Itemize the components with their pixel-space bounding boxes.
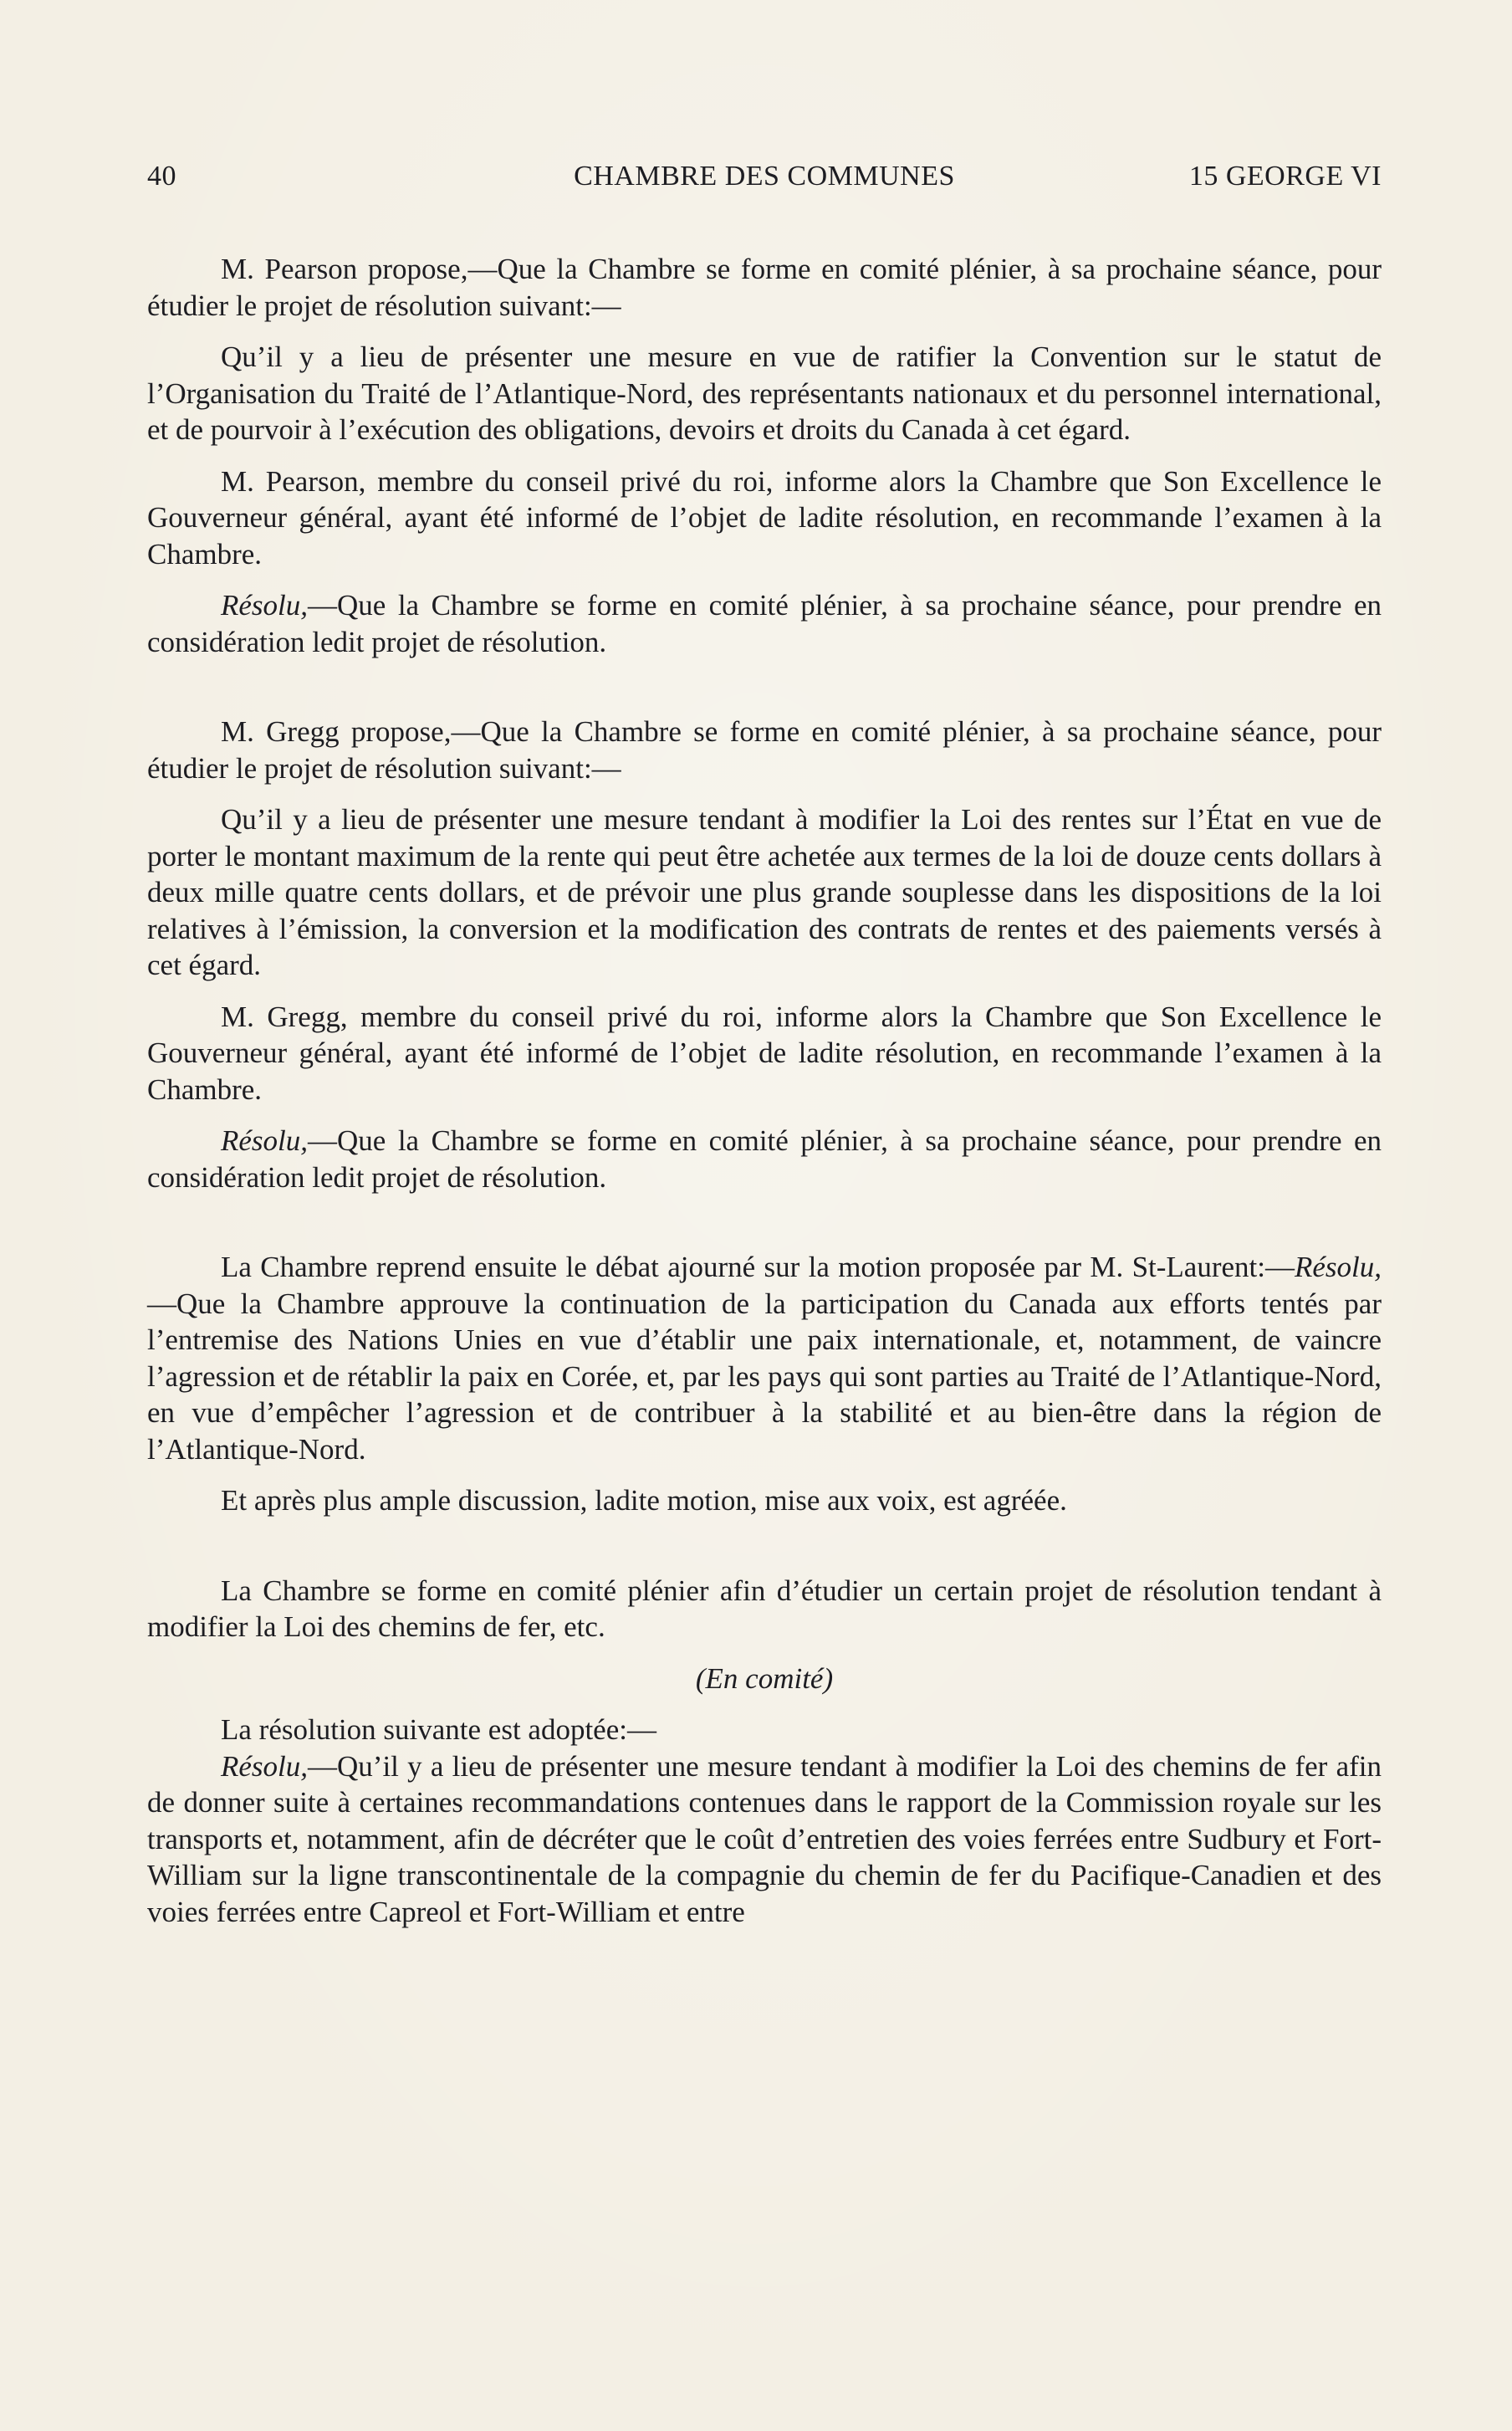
paragraph-text: La Chambre reprend ensuite le débat ajourné sur la motion proposée par M. St-Laurent:—: [221, 1251, 1295, 1283]
paragraph-text: La Chambre se forme en comité plénier afin d’étudier un certain projet de résolution tendant à modifier la Loi des chemins de fer, etc.: [147, 1574, 1382, 1643]
paragraph-resolu-2: [147, 1123, 1382, 1195]
paragraph-pearson-motion: [147, 251, 1382, 324]
resolu-label: Résolu,: [221, 1124, 309, 1157]
paragraph-text: —Que la Chambre se forme en comité plénier, à sa prochaine séance, pour prendre en considération ledit projet de résolution.: [147, 589, 1382, 658]
in-committee-heading: (En comité): [695, 1661, 834, 1695]
running-head: [147, 161, 1382, 202]
page-header-reign: 15 GEORGE VI: [1188, 161, 1382, 192]
paragraph-text: —Qu’il y a lieu de présenter une mesure tendant à modifier la Loi des chemins de fer afin de donner suite à certaines recommandations contenues dans le rapport de la Commission royale sur les transports et, notamment, afin de décréter que le coût d’entretien des voies ferrées entre Sudbury et Fort-William sur la ligne transcontinentale de la compagnie du chemin de fer du Pacifique-Canadien et des voies ferrées entre Capreol et Fort-William et entre: [147, 1749, 1382, 1928]
paragraph-text: Qu’il y a lieu de présenter une mesure en vue de ratifier la Convention sur le statut de l’Organisation du Traité de l’Atlantique-Nord, des représentants nationaux et du personnel international, et de pourvoir à l’exécution des obligations, devoirs et droits du Canada à cet égard.: [147, 340, 1382, 446]
paragraph-gregg-recommendation: [147, 999, 1382, 1108]
resolu-label: Résolu,: [221, 1749, 309, 1783]
paragraph-debate-st-laurent: [147, 1249, 1382, 1467]
paragraph-text: —Que la Chambre se forme en comité plénier, à sa prochaine séance, pour prendre en considération ledit projet de résolution.: [147, 1124, 1382, 1194]
paragraph-motion-agreed: [147, 1482, 1382, 1519]
paragraph-pearson-resolution-text: [147, 339, 1382, 448]
paragraph-text: M. Gregg, membre du conseil privé du roi, informe alors la Chambre que Son Excellence le Gouverneur général, ayant été informé de l’objet de ladite résolution, en recommande l’examen à la Chambre.: [147, 1000, 1382, 1106]
page-number: 40: [147, 161, 176, 192]
paragraph-text: —Que la Chambre approuve la continuation de la participation du Canada aux efforts tentés par l’entremise des Nations Unies en vue d’établir une paix internationale, et, notamment, de vaincre l’agression et de rétablir la paix en Corée, et, par les pays qui sont parties au Traité de l’Atlantique-Nord, en vue d’empêcher l’agression et de contribuer à la stabilité et au bien-être dans la région de l’Atlantique-Nord.: [147, 1287, 1382, 1466]
paragraph-resolution-adopted: [147, 1712, 1382, 1748]
resolu-label: Résolu,: [221, 589, 309, 622]
resolu-label: Résolu,: [1294, 1251, 1382, 1283]
body-text: [147, 251, 1382, 1930]
paragraph-gregg-motion: [147, 714, 1382, 786]
paragraph-text: M. Pearson propose,—Que la Chambre se forme en comité plénier, à sa prochaine séance, pour étudier le projet de résolution suivant:—: [147, 253, 1382, 322]
paragraph-pearson-recommendation: [147, 463, 1382, 573]
paragraph-text: Qu’il y a lieu de présenter une mesure tendant à modifier la Loi des rentes sur l’État en vue de porter le montant maximum de la rente qui peut être achetée aux termes de la loi de douze cents dollars à deux mille quatre cents dollars, et de prévoir une plus grande souplesse dans les dispositions de la loi relatives à l’émission, la conversion et la modification des contrats de rentes et des paiements versés à cet égard.: [147, 803, 1382, 981]
paragraph-resolu-railways: [147, 1748, 1382, 1931]
paragraph-text: M. Gregg propose,—Que la Chambre se forme en comité plénier, à sa prochaine séance, pour étudier le projet de résolution suivant:—: [147, 715, 1382, 785]
paragraph-gregg-resolution-text: [147, 801, 1382, 984]
paragraph-resolu-1: [147, 587, 1382, 660]
paragraph-text: La résolution suivante est adoptée:—: [221, 1713, 656, 1746]
page-header-title: CHAMBRE DES COMMUNES: [574, 161, 955, 192]
paragraph-committee-of-whole: [147, 1573, 1382, 1645]
paragraph-text: M. Pearson, membre du conseil privé du roi, informe alors la Chambre que Son Excellence le Gouverneur général, ayant été informé de l’objet de ladite résolution, en recommande l’examen à la Chambre.: [147, 464, 1382, 571]
paragraph-text: Et après plus ample discussion, ladite motion, mise aux voix, est agréée.: [221, 1484, 1067, 1517]
